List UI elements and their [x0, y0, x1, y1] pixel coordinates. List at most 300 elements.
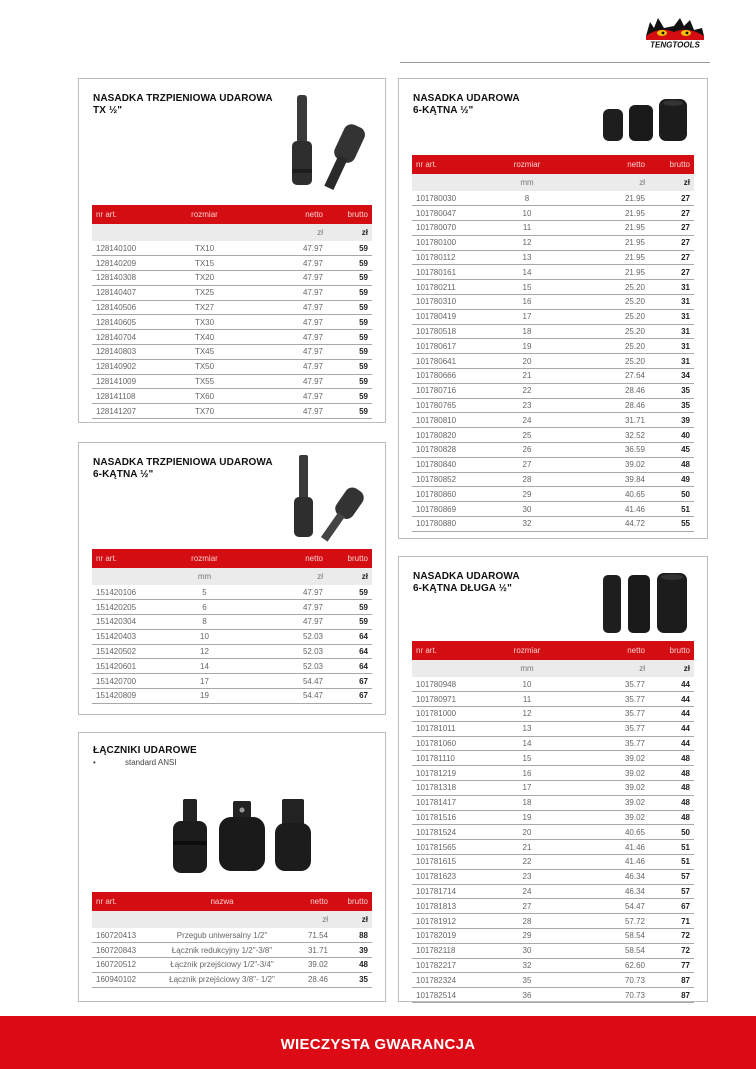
cell-net-price: 32.52 — [572, 428, 649, 443]
cell-size: 14 — [482, 736, 572, 751]
cell-size: 16 — [482, 295, 572, 310]
cell-size: 6 — [162, 600, 247, 615]
cell-size: 28 — [482, 914, 572, 929]
cell-size: 15 — [482, 751, 572, 766]
cell-gross-price: 64 — [327, 644, 372, 659]
table-row — [412, 899, 694, 914]
table-row — [412, 751, 694, 766]
col-gross: brutto — [332, 892, 372, 911]
cell-size: 16 — [482, 766, 572, 781]
cell-net-price: 41.46 — [572, 840, 649, 855]
cell-art-number: 101780716 — [412, 383, 482, 398]
cell-size: TX60 — [162, 389, 247, 404]
cell-art-number: 160940102 — [92, 972, 157, 987]
col-art: nr art. — [92, 549, 162, 568]
cell-net-price: 28.46 — [287, 972, 332, 987]
col-gross: brutto — [327, 205, 372, 224]
cell-art-number: 128140100 — [92, 241, 162, 256]
panel-impact-adapters — [78, 732, 386, 1002]
cell-size: 19 — [162, 689, 247, 704]
cell-art-number: 128140704 — [92, 330, 162, 345]
cell-art-number: 128140407 — [92, 285, 162, 300]
cell-net-price: 47.97 — [247, 271, 327, 286]
cell-net-price: 39.02 — [572, 810, 649, 825]
cell-net-price: 54.47 — [247, 689, 327, 704]
table-row — [412, 221, 694, 236]
adapters-price-table — [92, 892, 372, 988]
col-net: netto — [572, 155, 649, 174]
cell-gross-price: 59 — [327, 374, 372, 389]
panel-hex-impact-sockets — [398, 78, 708, 539]
cell-size: Przegub uniwersalny 1/2" — [157, 928, 287, 943]
cell-art-number: 101780030 — [412, 191, 482, 206]
cell-gross-price: 31 — [649, 295, 694, 310]
table-row — [412, 869, 694, 884]
table-row — [92, 644, 372, 659]
cell-art-number: 101780161 — [412, 265, 482, 280]
cell-gross-price: 67 — [327, 674, 372, 689]
cell-art-number: 128141009 — [92, 374, 162, 389]
table-row — [412, 235, 694, 250]
table-row — [412, 428, 694, 443]
cell-size: 19 — [482, 339, 572, 354]
cell-net-price: 47.97 — [247, 404, 327, 419]
cell-art-number: 128140605 — [92, 315, 162, 330]
cell-gross-price: 59 — [327, 585, 372, 600]
cell-size: 27 — [482, 457, 572, 472]
table-row — [412, 973, 694, 988]
cell-art-number: 128140902 — [92, 359, 162, 374]
logo-text: TENGTOOLS — [650, 40, 700, 50]
table-row — [412, 692, 694, 707]
cell-size: 15 — [482, 280, 572, 295]
table-row — [412, 707, 694, 722]
table-row — [412, 443, 694, 458]
cell-gross-price: 27 — [649, 250, 694, 265]
table-row — [412, 413, 694, 428]
cell-art-number: 101780518 — [412, 324, 482, 339]
table-row — [412, 369, 694, 384]
cell-gross-price: 40 — [649, 428, 694, 443]
cell-gross-price: 45 — [649, 443, 694, 458]
cell-gross-price: 57 — [649, 884, 694, 899]
cell-gross-price: 48 — [649, 751, 694, 766]
cell-art-number: 101781000 — [412, 707, 482, 722]
cell-size: Łącznik przejściowy 3/8"- 1/2" — [157, 972, 287, 987]
cell-size: 17 — [162, 674, 247, 689]
cell-gross-price: 35 — [649, 383, 694, 398]
table-row — [92, 345, 372, 360]
cell-size: 27 — [482, 899, 572, 914]
cell-gross-price: 48 — [649, 795, 694, 810]
cell-art-number: 101781219 — [412, 766, 482, 781]
table-row — [412, 766, 694, 781]
cell-net-price: 25.20 — [572, 295, 649, 310]
cell-gross-price: 39 — [649, 413, 694, 428]
table-row — [412, 840, 694, 855]
cell-art-number: 101780047 — [412, 206, 482, 221]
cell-gross-price: 44 — [649, 692, 694, 707]
cell-gross-price: 59 — [327, 271, 372, 286]
table-row — [412, 795, 694, 810]
table-row — [412, 295, 694, 310]
cell-art-number: 151420809 — [92, 689, 162, 704]
cell-gross-price: 35 — [649, 398, 694, 413]
cell-gross-price: 31 — [649, 309, 694, 324]
cell-art-number: 101780869 — [412, 502, 482, 517]
cell-net-price: 39.02 — [572, 751, 649, 766]
table-row — [412, 472, 694, 487]
cell-size: 21 — [482, 840, 572, 855]
cell-net-price: 25.20 — [572, 324, 649, 339]
cell-net-price: 57.72 — [572, 914, 649, 929]
cell-net-price: 21.95 — [572, 250, 649, 265]
cell-size: 10 — [482, 677, 572, 692]
cell-gross-price: 59 — [327, 615, 372, 630]
col-art: nr art. — [412, 155, 482, 174]
cell-size: TX25 — [162, 285, 247, 300]
cell-net-price: 62.60 — [572, 958, 649, 973]
cell-size: 10 — [482, 206, 572, 221]
cell-net-price: 54.47 — [247, 674, 327, 689]
cell-gross-price: 34 — [649, 369, 694, 384]
cell-net-price: 47.97 — [247, 600, 327, 615]
table-row — [92, 689, 372, 704]
col-art: nr art. — [412, 641, 482, 660]
cell-gross-price: 72 — [649, 943, 694, 958]
cell-gross-price: 51 — [649, 840, 694, 855]
cell-gross-price: 59 — [327, 300, 372, 315]
cell-art-number: 101780211 — [412, 280, 482, 295]
table-row — [92, 600, 372, 615]
cell-size: 8 — [162, 615, 247, 630]
cell-art-number: 101782217 — [412, 958, 482, 973]
table-row — [412, 855, 694, 870]
cell-art-number: 101780828 — [412, 443, 482, 458]
cell-size: 36 — [482, 988, 572, 1003]
cell-gross-price: 44 — [649, 736, 694, 751]
table-units-row: mm zł zł — [92, 568, 372, 585]
cell-gross-price: 71 — [649, 914, 694, 929]
cell-art-number: 101780765 — [412, 398, 482, 413]
hex-long-socket-image — [599, 571, 691, 637]
cell-size: 13 — [482, 721, 572, 736]
cell-size: 18 — [482, 795, 572, 810]
cell-art-number: 101782324 — [412, 973, 482, 988]
table-row — [92, 256, 372, 271]
cell-size: TX27 — [162, 300, 247, 315]
cell-gross-price: 57 — [649, 869, 694, 884]
cell-size: 13 — [482, 250, 572, 265]
cell-art-number: 101781615 — [412, 855, 482, 870]
cell-gross-price: 48 — [649, 766, 694, 781]
cell-net-price: 21.95 — [572, 221, 649, 236]
panel-title: NASADKA TRZPIENIOWA UDAROWA TX ½" — [93, 93, 273, 116]
cell-gross-price: 59 — [327, 315, 372, 330]
cell-net-price: 47.97 — [247, 389, 327, 404]
cell-art-number: 128140209 — [92, 256, 162, 271]
cell-gross-price: 59 — [327, 600, 372, 615]
bullet-icon: • — [93, 758, 96, 767]
cell-art-number: 101781524 — [412, 825, 482, 840]
tx-price-table — [92, 205, 372, 419]
cell-net-price: 21.95 — [572, 265, 649, 280]
table-row — [92, 285, 372, 300]
table-row — [92, 271, 372, 286]
cell-net-price: 39.84 — [572, 472, 649, 487]
table-row — [412, 265, 694, 280]
table-row — [92, 674, 372, 689]
cell-size: TX40 — [162, 330, 247, 345]
cell-net-price: 70.73 — [572, 988, 649, 1003]
cell-net-price: 31.71 — [572, 413, 649, 428]
table-row — [412, 280, 694, 295]
cell-art-number: 101780112 — [412, 250, 482, 265]
cell-net-price: 47.97 — [247, 374, 327, 389]
cell-gross-price: 55 — [649, 517, 694, 532]
table-row — [92, 958, 372, 973]
cell-net-price: 39.02 — [287, 958, 332, 973]
cell-net-price: 39.02 — [572, 795, 649, 810]
cell-art-number: 101780419 — [412, 309, 482, 324]
cell-art-number: 101781714 — [412, 884, 482, 899]
cell-art-number: 101780948 — [412, 677, 482, 692]
cell-net-price: 28.46 — [572, 398, 649, 413]
cell-art-number: 101780880 — [412, 517, 482, 532]
table-row — [92, 374, 372, 389]
table-row — [412, 884, 694, 899]
cell-net-price: 58.54 — [572, 929, 649, 944]
table-row — [412, 191, 694, 206]
cell-net-price: 52.03 — [247, 629, 327, 644]
panel-hex-bit-sockets — [78, 442, 386, 715]
panel-hex-long-impact-sockets — [398, 556, 708, 1002]
cell-gross-price: 44 — [649, 721, 694, 736]
cell-net-price: 36.59 — [572, 443, 649, 458]
table-row — [92, 629, 372, 644]
table-units-row: zł zł — [92, 224, 372, 241]
cell-net-price: 70.73 — [572, 973, 649, 988]
cell-net-price: 41.46 — [572, 502, 649, 517]
table-row — [412, 383, 694, 398]
cell-size: 5 — [162, 585, 247, 600]
hex-socket-image — [599, 97, 691, 145]
cell-size: 12 — [482, 235, 572, 250]
cell-art-number: 151420205 — [92, 600, 162, 615]
table-row — [412, 398, 694, 413]
cell-art-number: 101782019 — [412, 929, 482, 944]
cell-art-number: 101781417 — [412, 795, 482, 810]
cell-gross-price: 59 — [327, 330, 372, 345]
cell-gross-price: 51 — [649, 855, 694, 870]
cell-gross-price: 67 — [327, 689, 372, 704]
table-row — [92, 300, 372, 315]
cell-size: TX55 — [162, 374, 247, 389]
cell-net-price: 46.34 — [572, 869, 649, 884]
cell-size: 22 — [482, 855, 572, 870]
hex-socket-price-table — [412, 155, 694, 532]
cell-art-number: 151420304 — [92, 615, 162, 630]
cell-size: 12 — [162, 644, 247, 659]
cell-size: TX20 — [162, 271, 247, 286]
cell-art-number: 101782514 — [412, 988, 482, 1003]
cell-size: 17 — [482, 309, 572, 324]
panel-subtitle: • standard ANSI — [93, 758, 177, 767]
cell-size: 23 — [482, 398, 572, 413]
cell-art-number: 128140803 — [92, 345, 162, 360]
cell-size: 23 — [482, 869, 572, 884]
cell-size: 29 — [482, 929, 572, 944]
cell-size: 24 — [482, 884, 572, 899]
table-row — [92, 330, 372, 345]
cell-size: 32 — [482, 958, 572, 973]
table-header-row — [92, 549, 372, 568]
cell-art-number: 128141108 — [92, 389, 162, 404]
cell-gross-price: 27 — [649, 235, 694, 250]
table-row — [92, 615, 372, 630]
cell-gross-price: 35 — [332, 972, 372, 987]
col-size: rozmiar — [162, 549, 247, 568]
col-size: rozmiar — [162, 205, 247, 224]
warranty-text: WIECZYSTA GWARANCJA — [280, 1036, 476, 1053]
cell-net-price: 25.20 — [572, 339, 649, 354]
cell-net-price: 25.20 — [572, 280, 649, 295]
cell-net-price: 54.47 — [572, 899, 649, 914]
cell-art-number: 101781912 — [412, 914, 482, 929]
cell-art-number: 101780666 — [412, 369, 482, 384]
cell-net-price: 47.97 — [247, 241, 327, 256]
cell-net-price: 39.02 — [572, 781, 649, 796]
cell-art-number: 160720843 — [92, 943, 157, 958]
cell-gross-price: 27 — [649, 206, 694, 221]
table-row — [412, 781, 694, 796]
cell-size: 22 — [482, 383, 572, 398]
table-row — [412, 736, 694, 751]
table-row — [92, 389, 372, 404]
cell-size: 26 — [482, 443, 572, 458]
col-art: nr art. — [92, 205, 162, 224]
cell-gross-price: 48 — [332, 958, 372, 973]
cell-art-number: 101780820 — [412, 428, 482, 443]
cell-gross-price: 27 — [649, 265, 694, 280]
cell-gross-price: 87 — [649, 973, 694, 988]
cell-size: 30 — [482, 502, 572, 517]
cell-gross-price: 59 — [327, 256, 372, 271]
cell-gross-price: 51 — [649, 502, 694, 517]
table-row — [412, 988, 694, 1003]
cell-net-price: 25.20 — [572, 354, 649, 369]
table-row — [92, 972, 372, 987]
cell-gross-price: 64 — [327, 659, 372, 674]
table-row — [412, 309, 694, 324]
cell-gross-price: 39 — [332, 943, 372, 958]
cell-net-price: 47.97 — [247, 315, 327, 330]
col-net: netto — [287, 892, 332, 911]
cell-art-number: 160720512 — [92, 958, 157, 973]
cell-art-number: 101781813 — [412, 899, 482, 914]
cell-art-number: 101780641 — [412, 354, 482, 369]
cell-net-price: 47.97 — [247, 345, 327, 360]
cell-net-price: 39.02 — [572, 457, 649, 472]
cell-art-number: 101781516 — [412, 810, 482, 825]
cell-gross-price: 59 — [327, 389, 372, 404]
cell-art-number: 101780971 — [412, 692, 482, 707]
table-header-row — [412, 641, 694, 660]
cell-gross-price: 88 — [332, 928, 372, 943]
cell-size: 11 — [482, 221, 572, 236]
cell-art-number: 101780840 — [412, 457, 482, 472]
cell-gross-price: 48 — [649, 457, 694, 472]
cell-net-price: 58.54 — [572, 943, 649, 958]
cell-art-number: 101780852 — [412, 472, 482, 487]
cell-gross-price: 64 — [327, 629, 372, 644]
cell-net-price: 47.97 — [247, 256, 327, 271]
cell-net-price: 47.97 — [247, 330, 327, 345]
table-row — [412, 517, 694, 532]
cell-net-price: 35.77 — [572, 692, 649, 707]
cell-art-number: 151420700 — [92, 674, 162, 689]
cell-art-number: 101781060 — [412, 736, 482, 751]
cell-size: 20 — [482, 354, 572, 369]
cell-art-number: 151420106 — [92, 585, 162, 600]
adapters-image — [161, 795, 321, 877]
table-row — [412, 354, 694, 369]
cell-gross-price: 48 — [649, 781, 694, 796]
cell-art-number: 101781110 — [412, 751, 482, 766]
warranty-banner — [0, 1016, 756, 1069]
cell-art-number: 101781318 — [412, 781, 482, 796]
cell-gross-price: 31 — [649, 354, 694, 369]
cell-gross-price: 44 — [649, 707, 694, 722]
cell-size: 19 — [482, 810, 572, 825]
cell-net-price: 21.95 — [572, 191, 649, 206]
cell-size: 12 — [482, 707, 572, 722]
panel-title: NASADKA TRZPIENIOWA UDAROWA 6-KĄTNA ½" — [93, 457, 273, 480]
cell-size: TX10 — [162, 241, 247, 256]
table-row — [412, 487, 694, 502]
cell-net-price: 31.71 — [287, 943, 332, 958]
cell-gross-price: 72 — [649, 929, 694, 944]
cell-art-number: 101780310 — [412, 295, 482, 310]
table-row — [412, 206, 694, 221]
cell-size: 18 — [482, 324, 572, 339]
cell-size: 14 — [482, 265, 572, 280]
cell-size: 20 — [482, 825, 572, 840]
cell-gross-price: 44 — [649, 677, 694, 692]
col-size: rozmiar — [482, 641, 572, 660]
cell-size: 32 — [482, 517, 572, 532]
cell-gross-price: 50 — [649, 825, 694, 840]
cell-art-number: 101780810 — [412, 413, 482, 428]
cell-net-price: 39.02 — [572, 766, 649, 781]
cell-gross-price: 59 — [327, 285, 372, 300]
table-row — [412, 810, 694, 825]
cell-gross-price: 59 — [327, 404, 372, 419]
cell-size: 17 — [482, 781, 572, 796]
cell-net-price: 52.03 — [247, 659, 327, 674]
cell-art-number: 101781011 — [412, 721, 482, 736]
cell-gross-price: 59 — [327, 359, 372, 374]
hex-long-price-table — [412, 641, 694, 1003]
cell-size: 21 — [482, 369, 572, 384]
table-header-row — [92, 892, 372, 911]
col-net: netto — [247, 205, 327, 224]
col-gross: brutto — [327, 549, 372, 568]
cell-size: 28 — [482, 472, 572, 487]
cell-net-price: 28.46 — [572, 383, 649, 398]
cell-net-price: 41.46 — [572, 855, 649, 870]
table-row — [412, 250, 694, 265]
